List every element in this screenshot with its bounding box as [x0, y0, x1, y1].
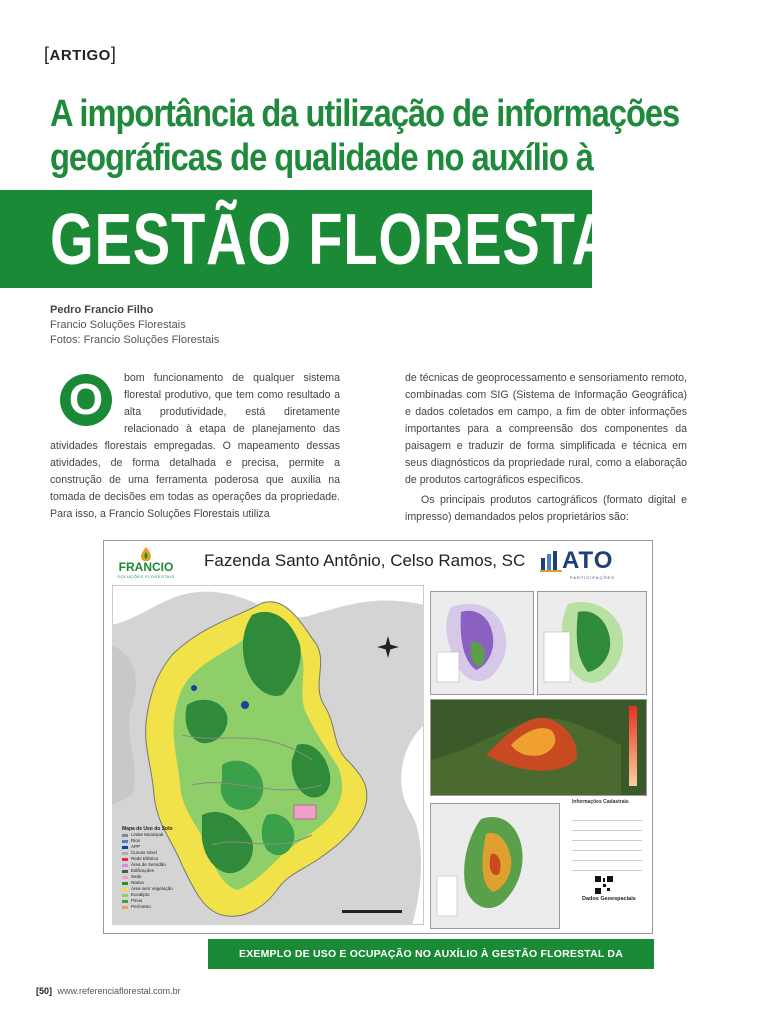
photo-credit: Fotos: Francio Soluções Florestais: [50, 334, 220, 346]
info-title: Informações Cadastrais: [572, 799, 629, 805]
legend-item: Nativa: [122, 880, 173, 886]
banner-text: GESTÃO FLORESTAL: [50, 200, 648, 280]
title-line-2: geográficas de qualidade no auxílio à: [50, 137, 593, 179]
legend-item: Limite Municipal: [122, 832, 173, 838]
francio-logo-text: FRANCIO: [118, 560, 174, 574]
body-paragraph-2: de técnicas de geoprocessamento e sensoriamento remoto, combinadas com SIG (Sistema de Informação Geográfica) e dados coletados em campo, a fim de obter informações importantes para a compreensão dos componentes da paisagem e traduzir de forma simplificada e técnica em seus diagnósticos da propriedade rural, como a elaboração de produtos cartográficos específicos.: [405, 372, 687, 486]
legend-item: Perímetro: [122, 904, 173, 910]
legend-item: Pinus: [122, 898, 173, 904]
info-table: [572, 811, 642, 871]
terrain-3d-view: [430, 699, 647, 796]
legend-item: Edificações: [122, 868, 173, 874]
page-number: [50]: [36, 986, 53, 996]
section-tag-label: ARTIGO: [49, 47, 111, 64]
thumbnail-map-2: [537, 591, 647, 695]
map-header: [104, 541, 652, 585]
article-title: [50, 92, 680, 180]
qr-code-icon: [594, 875, 614, 895]
body-paragraph-3: Os principais produtos cartográficos (formato digital e impresso) demandados pelos proprietários são:: [405, 494, 687, 523]
thumbnail-map-1: [430, 591, 534, 695]
legend-item: Eucalipto: [122, 892, 173, 898]
page-footer: [36, 986, 181, 996]
section-tag: [ARTIGO]: [44, 44, 117, 64]
leaf-icon: [140, 547, 152, 561]
building-icon: [540, 550, 562, 572]
author-name: Pedro Francio Filho: [50, 304, 154, 316]
legend-item: Rios: [122, 838, 173, 844]
figure-caption: EXEMPLO DE USO E OCUPAÇÃO NO AUXÍLIO À GESTÃO FLORESTAL DA PROPRIEDADE: [208, 939, 654, 969]
drop-cap: O: [60, 374, 112, 426]
legend-item: Curvas Nível: [122, 850, 173, 856]
author-affiliation: Francio Soluções Florestais: [50, 319, 186, 331]
column-right: [405, 370, 687, 529]
map-figure: [103, 540, 653, 934]
francio-logo: [116, 547, 176, 579]
title-line-1: A importância da utilização de informações: [50, 93, 680, 135]
legend-item: Área sem Vegetação: [122, 886, 173, 892]
column-left: [50, 370, 340, 526]
byline: [50, 303, 219, 348]
legend-item: Área de Servidão: [122, 862, 173, 868]
footer-url[interactable]: www.referenciaflorestal.com.br: [57, 986, 181, 996]
map-legend: [122, 826, 173, 910]
elevation-map: [430, 803, 560, 929]
ato-logo-sub: PARTICIPAÇÕES: [570, 575, 615, 580]
francio-logo-sub: SOLUÇÕES FLORESTAIS: [117, 574, 175, 579]
ato-logo: [540, 547, 615, 580]
legend-title: Mapa de Uso do Solo: [122, 826, 173, 832]
title-banner: [0, 190, 648, 288]
geo-title: Dados Geoespaciais: [582, 896, 636, 902]
legend-item: Rede Elétrica: [122, 856, 173, 862]
map-title: Fazenda Santo Antônio, Celso Ramos, SC: [204, 551, 526, 570]
body-paragraph-1: bom funcionamento de qualquer sistema florestal produtivo, que tem como resultado a alta produtividade, está diretamente relacionado à etapa de planejamento das atividades florestais empregadas. O mapeamento dessas atividades, de forma detalhada e precisa, permite a construção de uma ferramenta poderosa que auxilia na tomada de decisões em todas as operações da propriedade. Para isso, a Francio Soluções Florestais utiliza: [50, 372, 340, 520]
legend-item: APP: [122, 844, 173, 850]
ato-logo-text: ATO: [562, 547, 614, 574]
legend-item: Sede: [122, 874, 173, 880]
